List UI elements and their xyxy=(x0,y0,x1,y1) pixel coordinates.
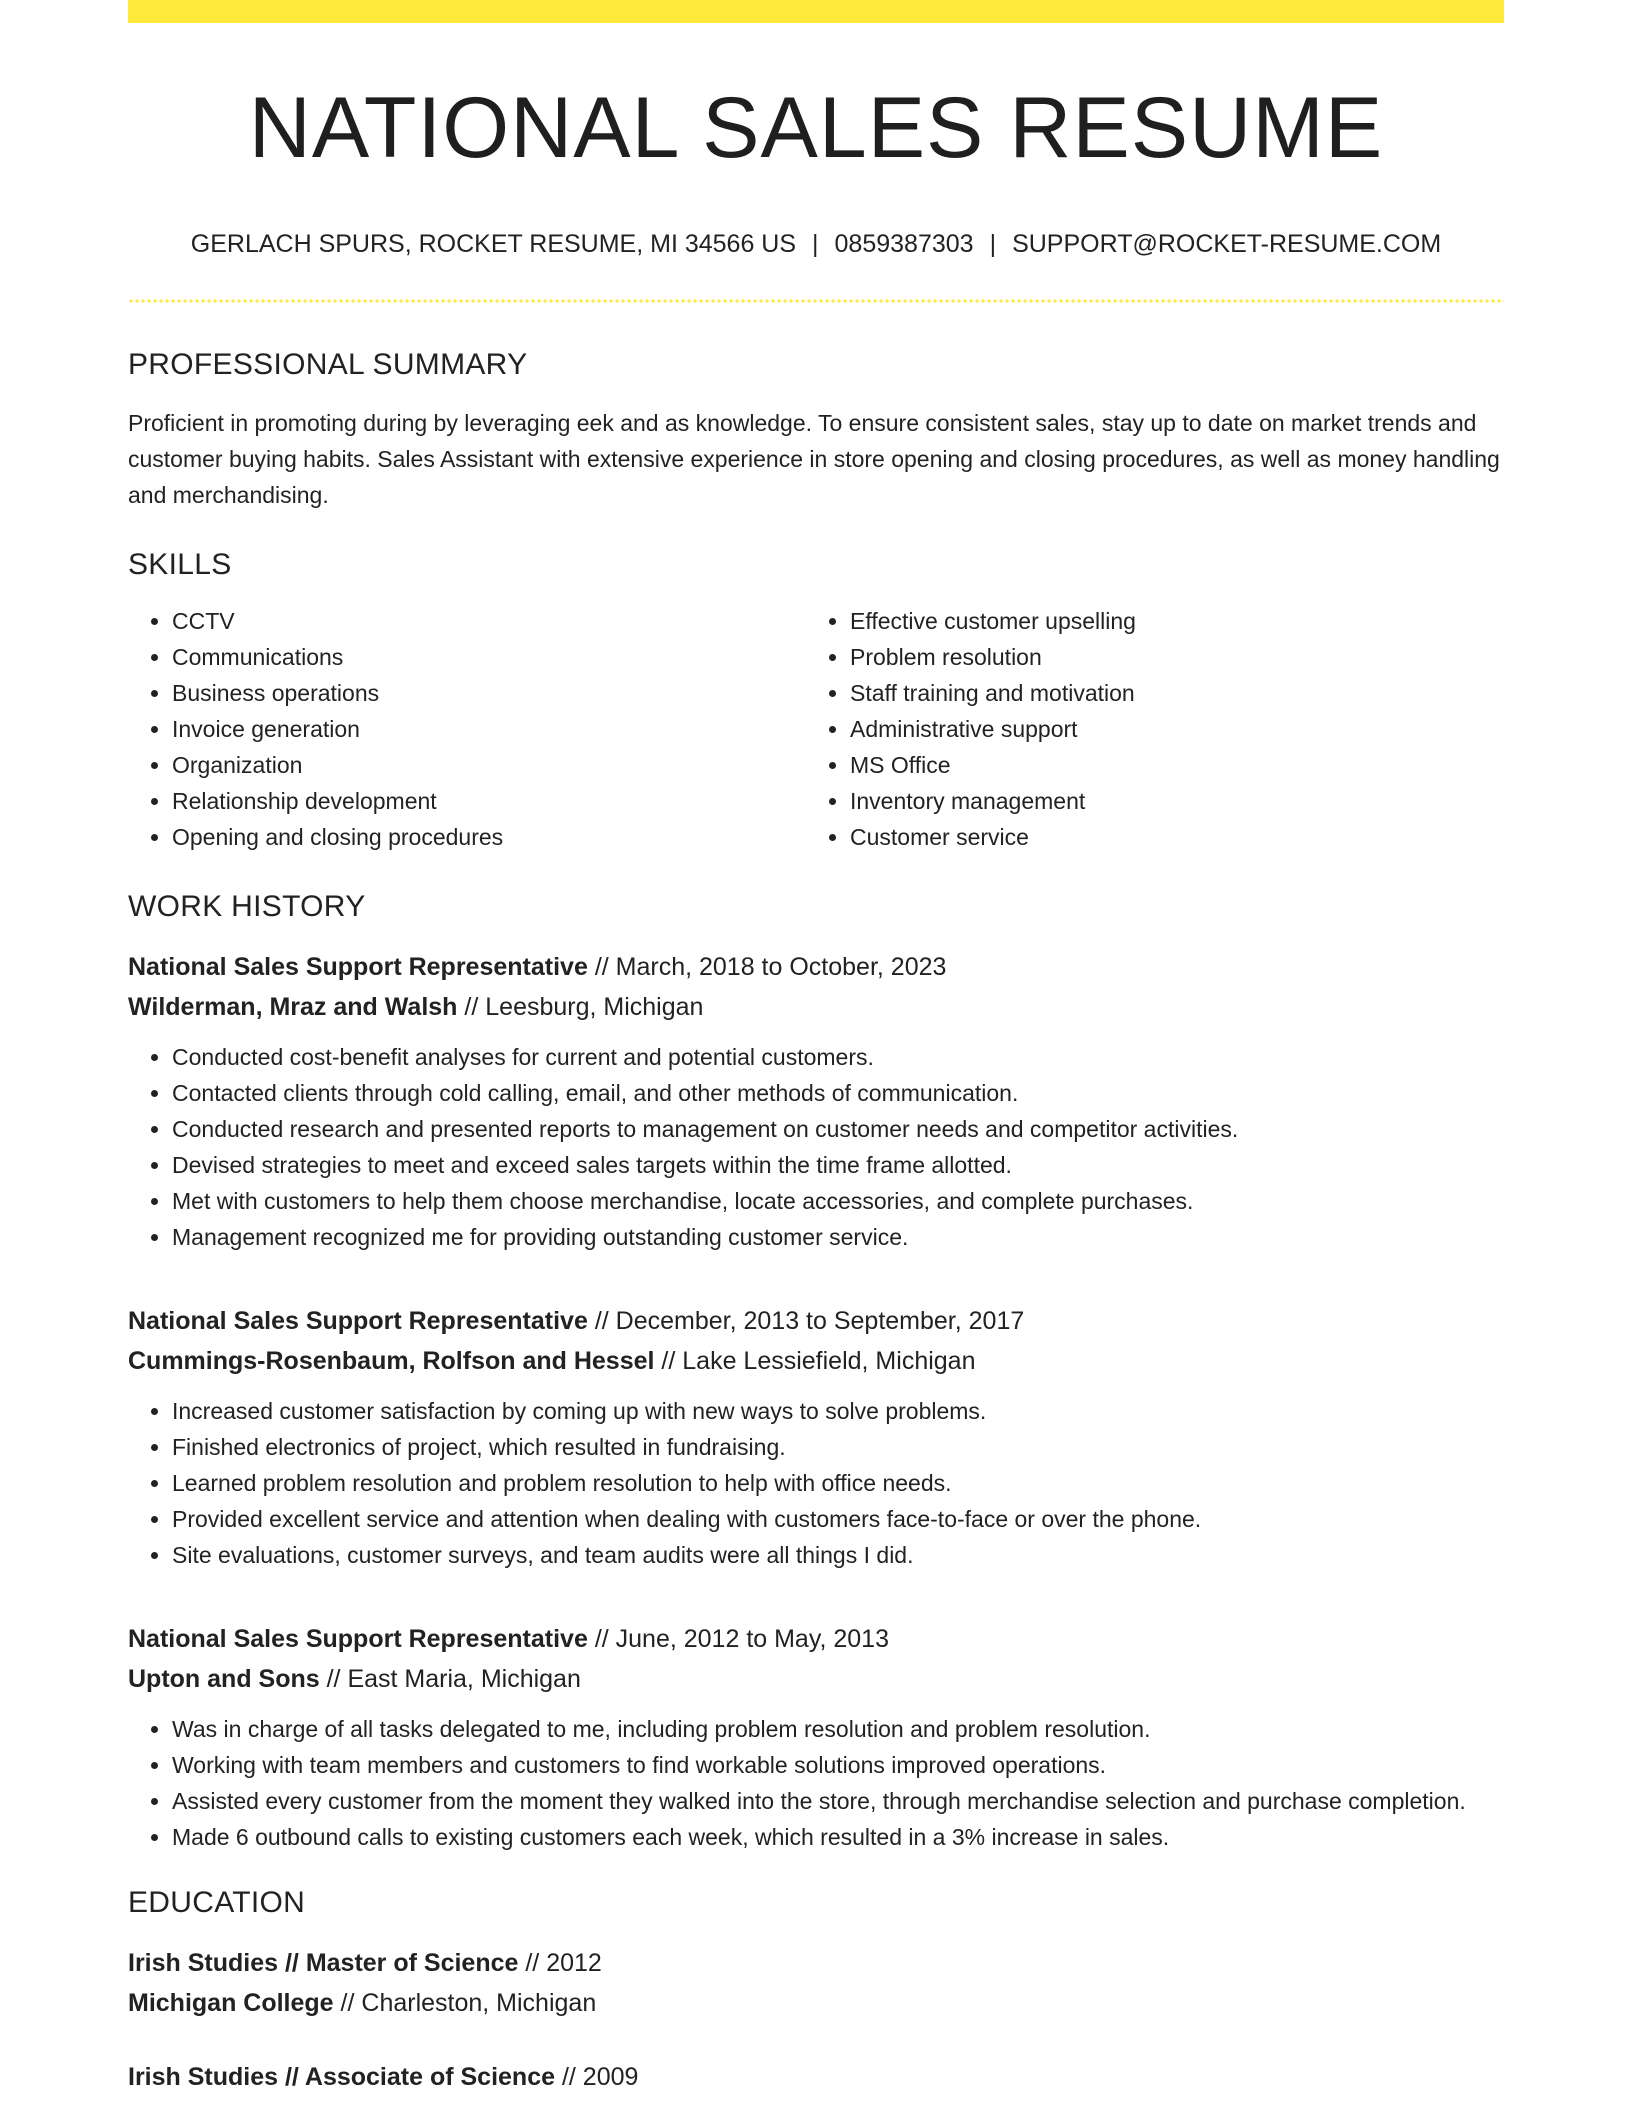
degree-year: // 2009 xyxy=(561,2063,639,2091)
duty-item: • Made 6 outbound calls to existing customers each week, which resulted in a 3% increase in sales. xyxy=(172,1819,1504,1855)
job-company: Cummings-Rosenbaum, Rolfson and Hessel xyxy=(128,1347,655,1375)
degree-year: // 2012 xyxy=(525,1949,602,1977)
page-title: NATIONAL SALES RESUME xyxy=(248,80,1384,176)
job-location: // East Maria, Michigan xyxy=(326,1665,581,1693)
summary-heading: PROFESSIONAL SUMMARY xyxy=(128,348,528,381)
job-company-line xyxy=(128,1341,1504,1381)
duty-item: • Increased customer satisfaction by coming up with new ways to solve problems. xyxy=(172,1393,1504,1429)
duty-item: • Contacted clients through cold calling, email, and other methods of communication. xyxy=(172,1075,1504,1111)
job-company: Wilderman, Mraz and Walsh xyxy=(128,993,458,1021)
skill-item: • Effective customer upselling xyxy=(850,603,1484,639)
degree: Irish Studies // Associate of Science xyxy=(128,2063,556,2091)
accent-top-bar xyxy=(128,0,1504,23)
skill-item: • MS Office xyxy=(850,747,1484,783)
contact-separator: | xyxy=(989,230,997,258)
job-duties xyxy=(128,1039,1504,1255)
skill-item: • Problem resolution xyxy=(850,639,1484,675)
duty-item: • Site evaluations, customer surveys, and team audits were all things I did. xyxy=(172,1537,1504,1573)
duty-item: • Learned problem resolution and problem resolution to help with office needs. xyxy=(172,1465,1504,1501)
work-history-heading: WORK HISTORY xyxy=(128,890,366,923)
contact-address: GERLACH SPURS, ROCKET RESUME, MI 34566 US xyxy=(190,230,797,258)
contact-phone: 0859387303 xyxy=(834,230,974,258)
duty-item: • Devised strategies to meet and exceed sales targets within the time frame allotted. xyxy=(172,1147,1504,1183)
duty-item: • Met with customers to help them choose merchandise, locate accessories, and complete purchases. xyxy=(172,1183,1504,1219)
skill-item: • Organization xyxy=(172,747,806,783)
skill-item: • Communications xyxy=(172,639,806,675)
job-dates: // December, 2013 to September, 2017 xyxy=(594,1307,1025,1335)
skill-item: • Customer service xyxy=(850,819,1484,855)
duty-item: • Finished electronics of project, which resulted in fundraising. xyxy=(172,1429,1504,1465)
skills-list xyxy=(128,603,1504,855)
contact-email: SUPPORT@ROCKET-RESUME.COM xyxy=(1012,230,1442,258)
job-company-line xyxy=(128,987,1504,1027)
degree-line xyxy=(128,1943,1504,1983)
job-title: National Sales Support Representative xyxy=(128,1307,588,1335)
dotted-divider xyxy=(128,299,1504,303)
education-heading: EDUCATION xyxy=(128,1886,306,1919)
job-duties xyxy=(128,1711,1504,1855)
job-duties xyxy=(128,1393,1504,1573)
duty-item: • Conducted research and presented reports to management on customer needs and competitor activities. xyxy=(172,1111,1504,1147)
contact-separator: | xyxy=(812,230,819,258)
summary-text: Proficient in promoting during by leveraging eek and as knowledge. To ensure consistent sales, stay up to date on market trends and customer buying habits. Sales Assistant with extensive experience in store opening and closing procedures, as well as money handling and merchandising. xyxy=(128,410,1500,508)
job-entry xyxy=(128,947,1504,1255)
school-location: // Charleston, Michigan xyxy=(340,1989,597,2017)
school: Michigan College xyxy=(128,1989,334,2017)
skills-column-right xyxy=(806,603,1484,855)
skill-item: • Administrative support xyxy=(850,711,1484,747)
job-title: National Sales Support Representative xyxy=(128,953,588,981)
skill-item: • Opening and closing procedures xyxy=(172,819,806,855)
job-title: National Sales Support Representative xyxy=(128,1625,588,1653)
duty-item: • Assisted every customer from the moment they walked into the store, through merchandise selection and purchase completion. xyxy=(172,1783,1504,1819)
skill-item: • Business operations xyxy=(172,675,806,711)
job-title-line xyxy=(128,1619,1504,1659)
job-company: Upton and Sons xyxy=(128,1665,320,1693)
job-dates: // March, 2018 to October, 2023 xyxy=(594,953,947,981)
degree: Irish Studies // Master of Science xyxy=(128,1949,519,1977)
skills-heading: SKILLS xyxy=(128,548,232,581)
job-company-line xyxy=(128,1659,1504,1699)
skill-item: • CCTV xyxy=(172,603,806,639)
degree-line xyxy=(128,2057,1504,2097)
skill-item: • Staff training and motivation xyxy=(850,675,1484,711)
contact-line xyxy=(128,229,1504,259)
education-entry xyxy=(128,1943,1504,2023)
resume-page xyxy=(128,0,1504,2097)
duty-item: • Management recognized me for providing outstanding customer service. xyxy=(172,1219,1504,1255)
job-location: // Lake Lessiefield, Michigan xyxy=(661,1347,976,1375)
duty-item: • Working with team members and customers to find workable solutions improved operations. xyxy=(172,1747,1504,1783)
skills-column-left xyxy=(128,603,806,855)
skill-item: • Invoice generation xyxy=(172,711,806,747)
school-line xyxy=(128,1983,1504,2023)
job-location: // Leesburg, Michigan xyxy=(464,993,704,1021)
duty-item: • Provided excellent service and attention when dealing with customers face-to-face or over the phone. xyxy=(172,1501,1504,1537)
job-title-line xyxy=(128,1301,1504,1341)
job-dates: // June, 2012 to May, 2013 xyxy=(594,1625,889,1653)
education-entry xyxy=(128,2057,1504,2097)
duty-item: • Conducted cost-benefit analyses for current and potential customers. xyxy=(172,1039,1504,1075)
skill-item: • Inventory management xyxy=(850,783,1484,819)
duty-item: • Was in charge of all tasks delegated to me, including problem resolution and problem resolution. xyxy=(172,1711,1504,1747)
skill-item: • Relationship development xyxy=(172,783,806,819)
job-title-line xyxy=(128,947,1504,987)
job-entry xyxy=(128,1619,1504,1855)
job-entry xyxy=(128,1301,1504,1573)
